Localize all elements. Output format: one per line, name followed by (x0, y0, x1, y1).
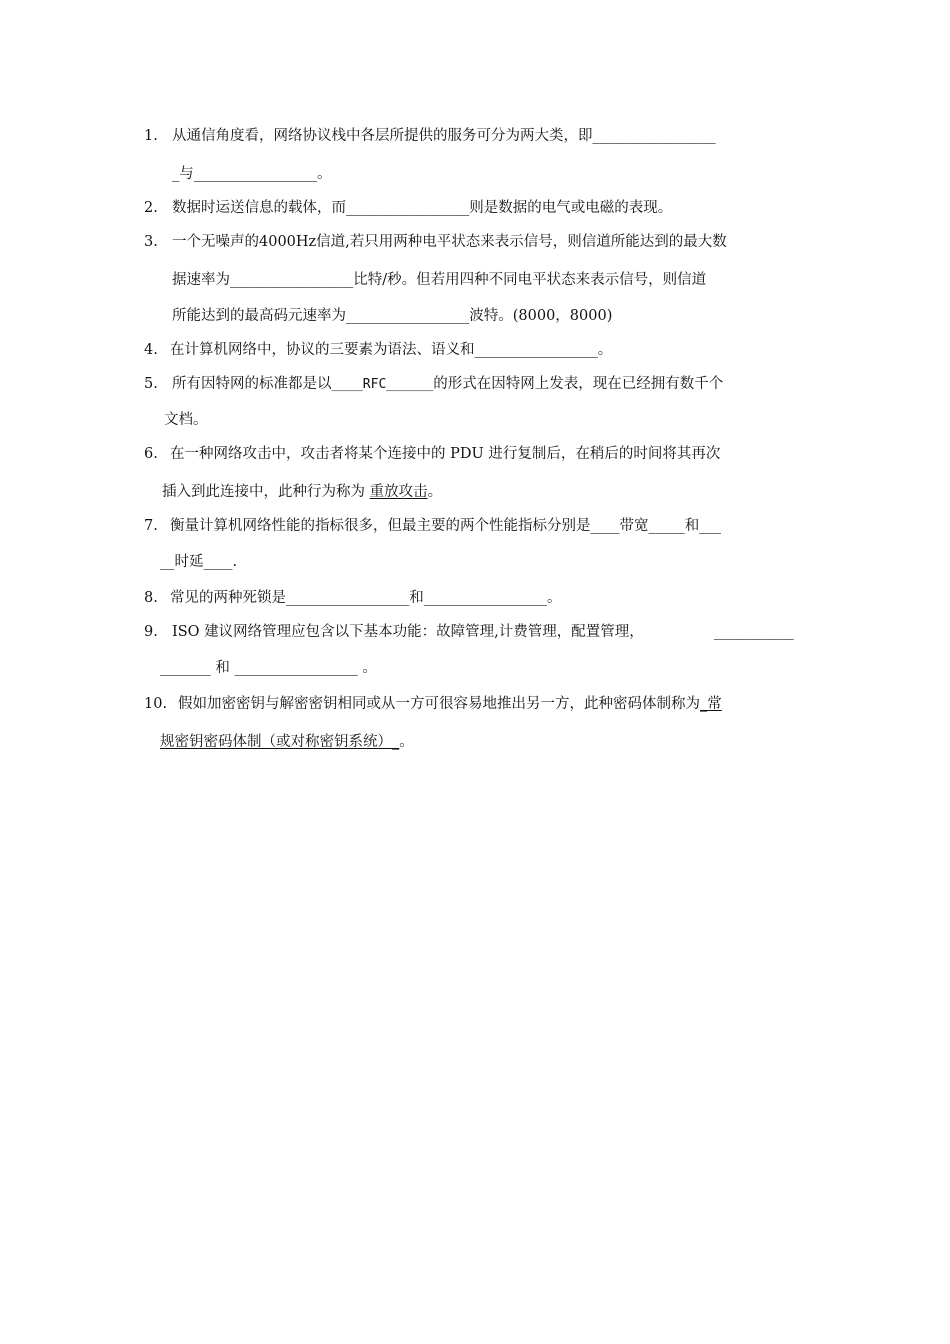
question-text: ISO 建议网络管理应包含以下基本功能：故障管理,计费管理，配置管理， (172, 624, 644, 640)
question-1-line-2 (0, 162, 950, 186)
question-text: _ (172, 166, 180, 182)
question-text: 。 (317, 166, 332, 182)
question-3-line-3 (0, 304, 950, 328)
question-text: 在一种网络攻击中，攻击者将某个连接中的 PDU 进行复制后，在稍后的时间将其再次 (170, 446, 721, 462)
answer-blank[interactable]: _________________ (230, 272, 354, 288)
question-10-line-1 (0, 692, 950, 716)
question-text: 在计算机网络中，协议的三要素为语法、语义和 (170, 342, 475, 358)
question-5-line-1 (0, 372, 950, 396)
question-text: 插入到此连接中，此种行为称为 (162, 484, 370, 500)
question-number: 10. (144, 696, 168, 712)
question-3-line-2 (0, 268, 950, 292)
question-number: 5. (144, 376, 158, 392)
answer-filled: ____带宽_____ (590, 518, 685, 534)
answer-blank[interactable]: _________________ (193, 166, 317, 182)
question-text: 一个无噪声的4000Hz信道,若只用两种电平状态来表示信号，则信道所能达到的最大数 (172, 234, 727, 250)
question-text: 常见的两种死锁是 (170, 590, 286, 606)
question-number: 9. (144, 624, 158, 640)
question-text: 。 (427, 484, 443, 500)
question-number: 4. (144, 342, 158, 358)
answer-blank[interactable]: ___________ (714, 624, 794, 640)
answer-blank[interactable]: _________________ (234, 660, 358, 676)
question-text: 的形式在因特网上发表，现在已经拥有数千个 (433, 376, 724, 392)
question-text: 文档。 (164, 412, 208, 428)
question-number: 8. (144, 590, 158, 606)
question-4-line-1 (0, 338, 950, 362)
answer-blank[interactable]: _________________ (474, 342, 598, 358)
answer-blank[interactable]: _________________ (346, 200, 470, 216)
question-6-line-1 (0, 442, 950, 466)
question-number: 7. (144, 518, 158, 534)
question-text: 从通信角度看，网络协议栈中各层所提供的服务可分为两大类，即 (172, 128, 593, 144)
question-7-line-2 (0, 550, 950, 574)
answer-filled: _常 (700, 696, 722, 712)
question-number: 3. (144, 234, 158, 250)
question-9-line-2 (0, 656, 950, 680)
question-3-line-1 (0, 230, 950, 254)
question-text: 则是数据的电气或电磁的表现。 (469, 200, 673, 216)
answer-blank[interactable]: _________________ (423, 590, 547, 606)
question-text: 衡量计算机网络性能的指标很多，但最主要的两个性能指标分别是 (170, 518, 591, 534)
question-text: 和___ (684, 518, 721, 534)
question-text: __时延____. (160, 554, 238, 570)
question-7-line-1 (0, 514, 950, 538)
question-number: 2. (144, 200, 158, 216)
question-text: _______ 和 (160, 660, 235, 676)
question-text: 。 (597, 342, 613, 358)
answer-filled: 规密钥密码体制（或对称密钥系统）_ (160, 734, 400, 750)
question-text: 和 (409, 590, 424, 606)
question-10-line-2 (0, 730, 950, 754)
question-text: 比特/秒。但若用四种不同电平状态来表示信号，则信道 (353, 272, 707, 288)
question-text: 。 (547, 590, 562, 606)
question-1-line-1 (0, 124, 950, 148)
answer-blank[interactable]: _________________ (592, 128, 716, 144)
question-number: 1. (144, 128, 158, 144)
question-text: 。 (399, 734, 414, 750)
answer-blank[interactable]: _________________ (286, 590, 410, 606)
question-text: 与 (179, 166, 194, 182)
question-2-line-1 (0, 196, 950, 220)
answer-filled: ____RFC______ (331, 377, 434, 392)
question-5-line-2 (0, 408, 950, 432)
question-text: 。 (357, 660, 377, 676)
question-text: 波特。(8000，8000) (469, 308, 613, 324)
question-text: 数据时运送信息的载体，而 (172, 200, 346, 216)
answer-blank[interactable]: _________________ (346, 308, 470, 324)
question-text: 据速率为 (172, 272, 230, 288)
question-text: 假如加密密钥与解密密钥相同或从一方可很容易地推出另一方，此种密码体制称为 (178, 696, 700, 712)
question-9-line-1 (0, 620, 950, 644)
question-text: 所能达到的最高码元速率为 (172, 308, 346, 324)
answer-filled: 重放攻击 (369, 484, 428, 500)
question-6-line-2 (0, 480, 950, 504)
question-8-line-1 (0, 586, 950, 610)
question-text: 所有因特网的标准都是以 (172, 376, 332, 392)
question-number: 6. (144, 446, 158, 462)
